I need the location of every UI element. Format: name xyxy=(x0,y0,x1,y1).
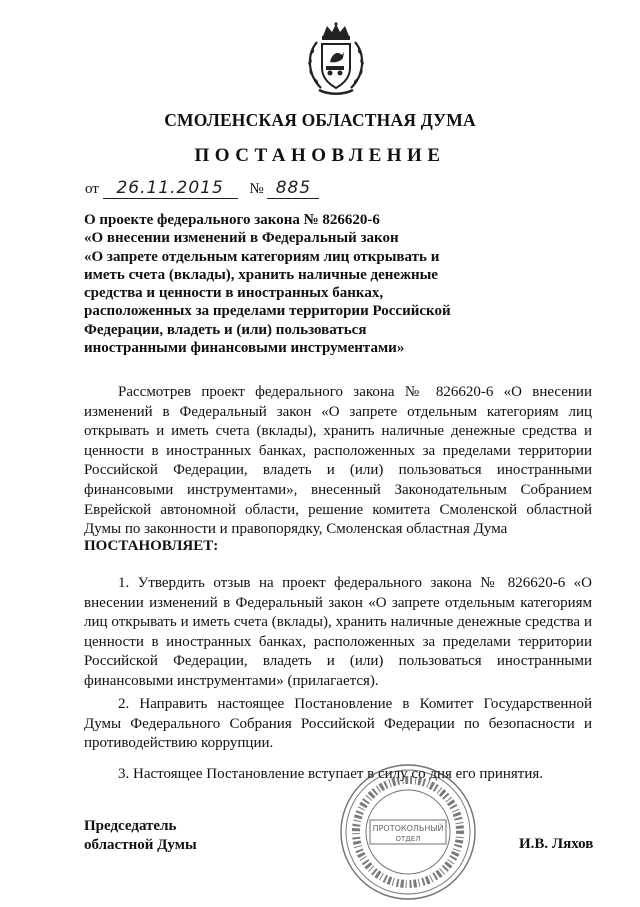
signer-title xyxy=(84,817,197,855)
signer-title-line: Председатель xyxy=(84,818,177,834)
date-number-line xyxy=(85,178,319,199)
subject-line: средства и ценности в иностранных банках, xyxy=(84,285,384,302)
stamp-center-line1: ПРОТОКОЛЬНЫЙ xyxy=(372,824,444,833)
decree-heading: ПОСТАНОВЛЯЕТ: xyxy=(84,538,219,554)
decree-item-1 xyxy=(84,574,592,692)
subject-line: «О запрете отдельным категориям лиц открывать и xyxy=(84,248,440,265)
decree-item-text: 2. Направить настоящее Постановление в Комитет Государственной Думы Федерального Собрания Российской Федерации по безопасности и противодействию коррупции. xyxy=(84,696,592,752)
organization-name: СМОЛЕНСКАЯ ОБЛАСТНАЯ ДУМА xyxy=(164,110,476,130)
official-stamp xyxy=(338,762,478,902)
document-type: ПОСТАНОВЛЕНИЕ xyxy=(194,145,446,166)
preamble-paragraph xyxy=(84,383,592,540)
decree-item-2 xyxy=(84,695,592,754)
signer-title-line: областной Думы xyxy=(84,837,197,853)
document-number: 885 xyxy=(267,178,319,199)
stamp-center-line2: ОТДЕЛ xyxy=(395,835,421,843)
subject-line: Федерации, владеть и (или) пользоваться xyxy=(84,321,367,338)
date-prefix: от xyxy=(85,181,99,197)
subject-line: расположенных за пределами территории Российской xyxy=(84,303,451,320)
subject-line: иностранными финансовыми инструментами» xyxy=(84,340,405,357)
number-prefix: № xyxy=(249,181,264,197)
signer-name: И.В. Ляхов xyxy=(519,836,594,852)
document-subject xyxy=(84,211,464,357)
coat-of-arms-icon xyxy=(303,22,369,98)
subject-line: иметь счета (вклады), хранить наличные денежные xyxy=(84,266,438,283)
decree-item-text: 3. Настоящее Постановление вступает в силу со дня его принятия. xyxy=(118,766,544,782)
document-date: 26.11.2015 xyxy=(103,178,238,199)
subject-line: О проекте федерального закона № 826620-6 xyxy=(84,212,380,228)
decree-item-text: 1. Утвердить отзыв на проект федерального закона № 826620-6 «О внесении изменений в Федеральный закон «О запрете отдельным категориям лиц открывать и иметь счета (вклады), хранить наличные денежные средства и ценности в иностранных банках, расположенных за пределами территории Российской Федерации, владеть и (или) пользоваться иностранными финансовыми инструментами» (прилагается). xyxy=(84,575,592,689)
subject-line: «О внесении изменений в Федеральный закон xyxy=(84,230,399,247)
preamble-text: Рассмотрев проект федерального закона № 826620-6 «О внесении изменений в Федеральный закон «О запрете отдельным категориям лиц открывать и иметь счета (вклады), хранить наличные денежные средства и ценности в иностранных банках, расположенных за пределами территории Российской Федерации, владеть и (или) пользоваться иностранными финансовыми инструментами», внесенный Законодательным Собранием Еврейской автономной области, решение комитета Смоленской областной Думы по законности и правопорядку, Смоленская областная Дума xyxy=(84,384,592,538)
